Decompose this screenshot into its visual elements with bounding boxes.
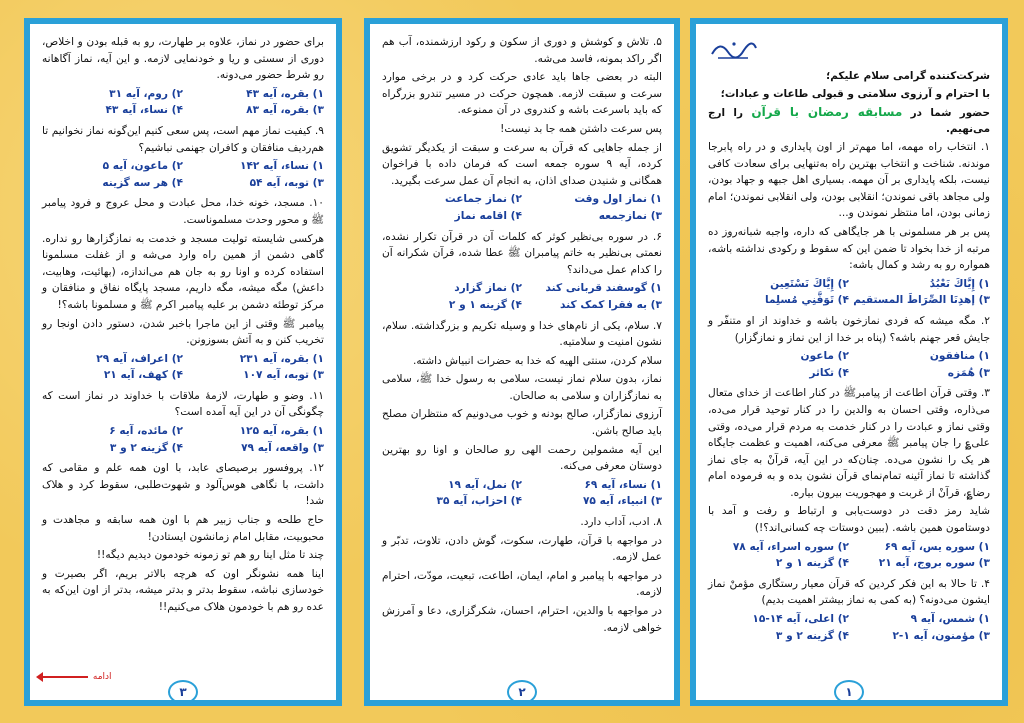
answer-option[interactable]: ۱) سوره یس، آیه ۶۹ (884, 540, 990, 553)
question-note: هرکسی شایسته تولیت مسجد و خدمت به نمازگزارها رو نداره. گاهی دشمن از همین راه وارد می‌شه و از غفلت مسلمونا استفاده کرده و اونا رو به جان هم می‌اندازه، (بهائیت، وهابیت، داعش) مگه میشه، مگه داریم، مسجد پایگاه نفاق و منافقان و مرکز توطئه دشمن بر علیه پیامبر اکرم ﷺ و مسلمونا باشه؟! (42, 232, 324, 311)
answer-option[interactable]: ۲) روم، آیه ۳۱ (109, 87, 183, 100)
answer-option[interactable]: ۲) نماز جماعت (444, 193, 522, 206)
question-note: نماز، بدون سلام نماز نیست، سلامی به رسول خدا ﷺ، سلامی به نمازگزاران و سلامی به صالحان. (382, 373, 662, 402)
answer-option[interactable]: ۴) تکاثر (809, 366, 849, 379)
answer-options (708, 611, 990, 644)
question-text: ۳. وقتی قرآن اطاعت از پیامبرﷺ در کنار اطاعت از خدای متعال می‌ذاره، وقتی احسان به والدین را در کنار توحید قرار می‌ده، وقتی نماز و عبادت را در کنار خدمت به مردم قرار می‌ده، وقتی علی‌؏ را جان پیامبر ﷺ معرفی می‌کنه، اهمیت و عظمت جایگاه هر یک را نشون می‌ده. چنان‌که در این آیه، قرآنْ به جای نماز گذاشته تا نماز آئینه تمام‌نمای قرآن نشون بده و به فرموده امام رضا‌؏، قرآنْ از غربت و مهجوریت بیرون بیاره. (708, 387, 990, 499)
question-note: پس بر هر مسلمونی با هر جایگاهی که داره، واجبه شبانه‌روز ده مرتبه از خدا بخواد تا ضمن این که سقوط و رکودی نداشته باشه، همواره رو به رشد و کمال باشه: (708, 225, 990, 272)
answer-option[interactable]: ۱) گوسفند قربانی کند (545, 282, 662, 295)
answer-option[interactable]: ۲) نماز گزارد (454, 282, 522, 295)
answer-option[interactable]: ۱) نساء، آیه ۱۴۲ (240, 160, 324, 173)
answer-option[interactable]: ۴) هر سه گزینه (102, 176, 183, 189)
page-number: ۳ (168, 680, 198, 704)
answer-option[interactable]: ۴) تَوَفَّنِي مُسلِما (764, 294, 849, 307)
contest-name: مسابقه رمضان با قرآن (751, 105, 903, 119)
answer-option[interactable]: ۳) انبیاء، آیه ۷۵ (582, 495, 662, 508)
answer-option[interactable]: ۲) نمل، آیه ۱۹ (448, 478, 522, 491)
question-text: ۱۱. وضو و طهارت، لازمهٔ ملاقات با خداوند در نماز است که چگونگی آن در این آیه آمده است؟ (42, 389, 324, 419)
question-text: ۱۰. مسجد، خونه خدا، محل عبادت و محل عروج و فرود پیامبر ﷺ و محور وحدت مسلموناست. (42, 197, 324, 226)
answer-option[interactable]: ۳) مؤمنون، آیه ۱-۲ (892, 629, 990, 642)
answer-options (42, 86, 324, 119)
question-text: ۱۲. پروفسور برصیصای عابد، با اون همه علم و مقامی که داشت، با نگاهی هوس‌آلود و شهوت‌طلبی، سقوط کرد و هلاک شد! (42, 462, 324, 508)
answer-option[interactable]: ۳) هُمَزه (947, 366, 990, 379)
greeting-line: با احترام و آرزوی سلامتی و قبولی طاعات و عبادات؛ (720, 88, 990, 100)
answer-option[interactable]: ۲) ماعون، آیه ۵ (102, 160, 183, 173)
answer-option[interactable]: ۲) مائده، آیه ۶ (109, 425, 183, 438)
answer-option[interactable]: ۲) اعراف، آیه ۲۹ (96, 352, 183, 365)
answer-option[interactable]: ۴) نساء، آیه ۴۳ (105, 104, 183, 117)
answer-options (382, 280, 662, 313)
question-note: اینا همه نشونگر اون که هرچه بالاتر بریم، اگر بصیرت و خودسازی نباشه، سقوط بدتر و بدتر میشه، بدتر از اون این‌که به عده رو هم با خودمون هلاک می‌کنیم!! (42, 567, 324, 613)
question-text: ۹. کیفیت نماز مهم است، پس سعی کنیم این‌گونه نماز نخوانیم تا هم‌ردیف منافقان و کافران جهنمی نباشیم؟ (42, 124, 324, 154)
answer-option[interactable]: ۲) اعلی، آیه ۱۴-۱۵ (752, 613, 849, 626)
question-note: البته در بعضی جاها باید عادی حرکت کرد و در برخی موارد سرعت و سبقت لازمه. همچون حرکت در مسیر تندرو بزرگراه که باید باسرعت باشه و کندروی در آن ممنوعه. (382, 71, 662, 117)
question-text: ۴. تا حالا به این فکر کردین که قرآن معیار رستگاری مؤمنْ نماز ایشون می‌دونه؟ (به کمی به نماز بیشتر اهمیت بدیم) (708, 577, 990, 607)
question-text: برای حضور در نماز، علاوه بر طهارت، رو به قبله بودن و اخلاص، دوری از سستی و ریا و خودنمایی لازمه. و این آیه، نماز آگاهانه رو شرط حضور می‌دونه. (42, 36, 324, 82)
continue-label: ادامه (92, 672, 112, 683)
question-note: در مواجهه با پیامبر و امام، ایمان، اطاعت، تبعیت، مودّت، احترام لازمه. (382, 569, 662, 599)
answer-options (708, 348, 990, 381)
page-number: ۱ (834, 680, 864, 704)
basmala-icon (708, 34, 760, 64)
answer-option[interactable]: ۴) گزینه ۲ و ۳ (109, 441, 183, 454)
answer-options (382, 477, 662, 510)
question-note: شاید رمز دقت در دوست‌یابی و ارتباط و رفت و آمد با دوستامون همین باشه. (ببین دوستات چه کسانی‌اند؟!) (708, 505, 990, 535)
question-text: ۶. در سوره بی‌نظیر کوثر که کلمات آن در قرآن تکرار نشده، نعمتی بی‌نظیر به خاتم پیامبران ﷺ عطا شده، قرآن شکرانه آن را کدام عمل می‌داند؟ (382, 230, 662, 276)
intro-before: حضور شما در (910, 107, 991, 119)
answer-options (42, 351, 324, 384)
answer-options (708, 276, 990, 309)
answer-options (708, 539, 990, 572)
answer-option[interactable]: ۳) به فقرا کمک کند (560, 298, 662, 311)
continue-link[interactable] (38, 669, 112, 686)
answer-option[interactable]: ۱) بقره، آیه ۱۲۵ (239, 425, 324, 438)
answer-option[interactable]: ۱) إِيَّاكَ نَعْبُدُ (929, 277, 990, 290)
question-list (42, 34, 324, 616)
question-note: این آیه مشمولین رحمت الهی رو صالحان و اونا رو بهترین دوستان معرفی می‌کنه. (382, 443, 662, 473)
answer-option[interactable]: ۲) ماعون (800, 350, 849, 363)
answer-option[interactable]: ۱) منافقون (929, 350, 990, 363)
answer-option[interactable]: ۴) اقامه نماز (454, 209, 522, 222)
answer-option[interactable]: ۱) شمس، آیه ۹ (910, 613, 990, 626)
answer-option[interactable]: ۱) بقره، آیه ۴۳ (246, 87, 324, 100)
answer-option[interactable]: ۲) إِيَّاكَ نَسْتَعِين (770, 277, 849, 290)
answer-option[interactable]: ۳) توبه، آیه ۵۴ (249, 176, 324, 189)
question-text: ۲. مگه میشه که فردی نمازخون باشه و خداوند از او متنفّر و جایش قعر جهنم باشه؟ (پناه بر خدا از این نماز و نمازگزار) (708, 314, 990, 344)
answer-option[interactable]: ۱) نماز اول وقت (574, 193, 662, 206)
intro-line (708, 104, 990, 137)
question-text: ۱. انتخاب راه مهمه، اما مهم‌تر از اون پایداری و در راه پابرجا موندنه. شناخت و انتخاب بهترین راه به‌تنهایی برای سعادت کافی نیست، بلکه پایداری بر آن مهمه. بسیاری اهل جبهه و جهاد بودن، ولی مجاهد باقی نموندن؛ انقلابی بودن، ولی انقلابی نموندن؛ امام زمانی بودن، اما منتظر نموندن و... (708, 141, 990, 220)
answer-option[interactable]: ۳) إهدِنَا الصِّرَاطَ المستقيم (853, 294, 990, 307)
question-note: پس سرعت داشتن همه جا بد نیست! (500, 122, 662, 135)
greeting-line: شرکت‌کننده گرامی سلام علیکم؛ (826, 70, 990, 82)
answer-options (42, 158, 324, 191)
arrow-left-icon (38, 676, 88, 678)
question-text: ۸. ادب، آداب دارد. (580, 516, 662, 529)
answer-option[interactable]: ۴) گزینه ۲ و ۳ (775, 629, 849, 642)
question-note: از جمله جاهایی که قرآن به سرعت و سبقت از یکدیگر تشویق کرده، آیه ۹ سوره جمعه است که فرمان داده با فراخوان همگانی و شنیدن صدای اذان، به انجام آن عمل سرعت بگیرید. (382, 141, 662, 187)
answer-option[interactable]: ۴) کهف، آیه ۲۱ (103, 369, 183, 382)
question-list (708, 139, 990, 644)
question-note: پیامبر ﷺ وقتی از این ماجرا باخبر شدن، دستور دادن اونجا رو تخریب کنن و به آتش بسوزونن. (42, 317, 324, 347)
question-note: چند تا مثل اینا رو هم تو زمونه خودمون دیدیم دیگه!! (96, 549, 324, 562)
intro-after: را ارج می‌نهیم. (708, 107, 990, 135)
panel-page-1 (690, 18, 1008, 706)
panel-page-3 (24, 18, 342, 706)
question-text: ۵. تلاش و کوشش و دوری از سکون و رکود ارزشمنده، آب هم اگر راکد بمونه، فاسد می‌شه. (382, 36, 662, 65)
answer-options (42, 423, 324, 456)
answer-option[interactable]: ۳) واقعه، آیه ۷۹ (241, 441, 324, 454)
answer-option[interactable]: ۳) بقره، آیه ۸۳ (246, 104, 324, 117)
page-number: ۲ (507, 680, 537, 704)
answer-option[interactable]: ۳) نمازجمعه (598, 209, 662, 222)
question-note: آرزوی نمازگزار، صالح بودنه و خوب می‌دونیم که منتظران مصلح باید صالح باشن. (382, 408, 662, 438)
answer-option[interactable]: ۴) احزاب، آیه ۳۵ (436, 495, 522, 508)
question-note: در مواجهه با قرآن، طهارت، سکوت، گوش دادن، تلاوت، تدبّر و عمل لازمه. (382, 534, 662, 564)
answer-option[interactable]: ۳) توبه، آیه ۱۰۷ (243, 369, 324, 382)
panel-page-2 (364, 18, 680, 706)
answer-option[interactable]: ۲) سوره اسراء، آیه ۷۸ (732, 540, 849, 553)
answer-options (382, 191, 662, 224)
question-note: در مواجهه با والدین، احترام، احسان، شکرگزاری، دعا و آمرزش خواهی لازمه. (382, 605, 662, 634)
question-note: حاج طلحه و جناب زبیر هم با اون همه سابقه و مجاهدت و محبوبیت، مقابل امام زمانشون ایستادن! (42, 514, 324, 543)
answer-option[interactable]: ۴) گزینه ۱ و ۲ (448, 298, 522, 311)
question-note: سلام کردن، سنتی الهیه که خدا به حضرات انبیاش داشته. (412, 354, 662, 367)
answer-option[interactable]: ۱) بقره، آیه ۲۳۱ (239, 352, 324, 365)
answer-option[interactable]: ۱) نساء، آیه ۶۹ (584, 478, 662, 491)
calligraphy-logo (708, 34, 990, 68)
question-text: ۷. سلام، یکی از نام‌های خدا و وسیله تکریم و بزرگداشته. سلام، نشون امنیت و سلامتیه. (382, 319, 662, 349)
answer-option[interactable]: ۴) گزینه ۱ و ۲ (775, 557, 849, 570)
question-list (382, 34, 662, 636)
answer-option[interactable]: ۳) سوره بروج، آیه ۲۱ (878, 557, 990, 570)
